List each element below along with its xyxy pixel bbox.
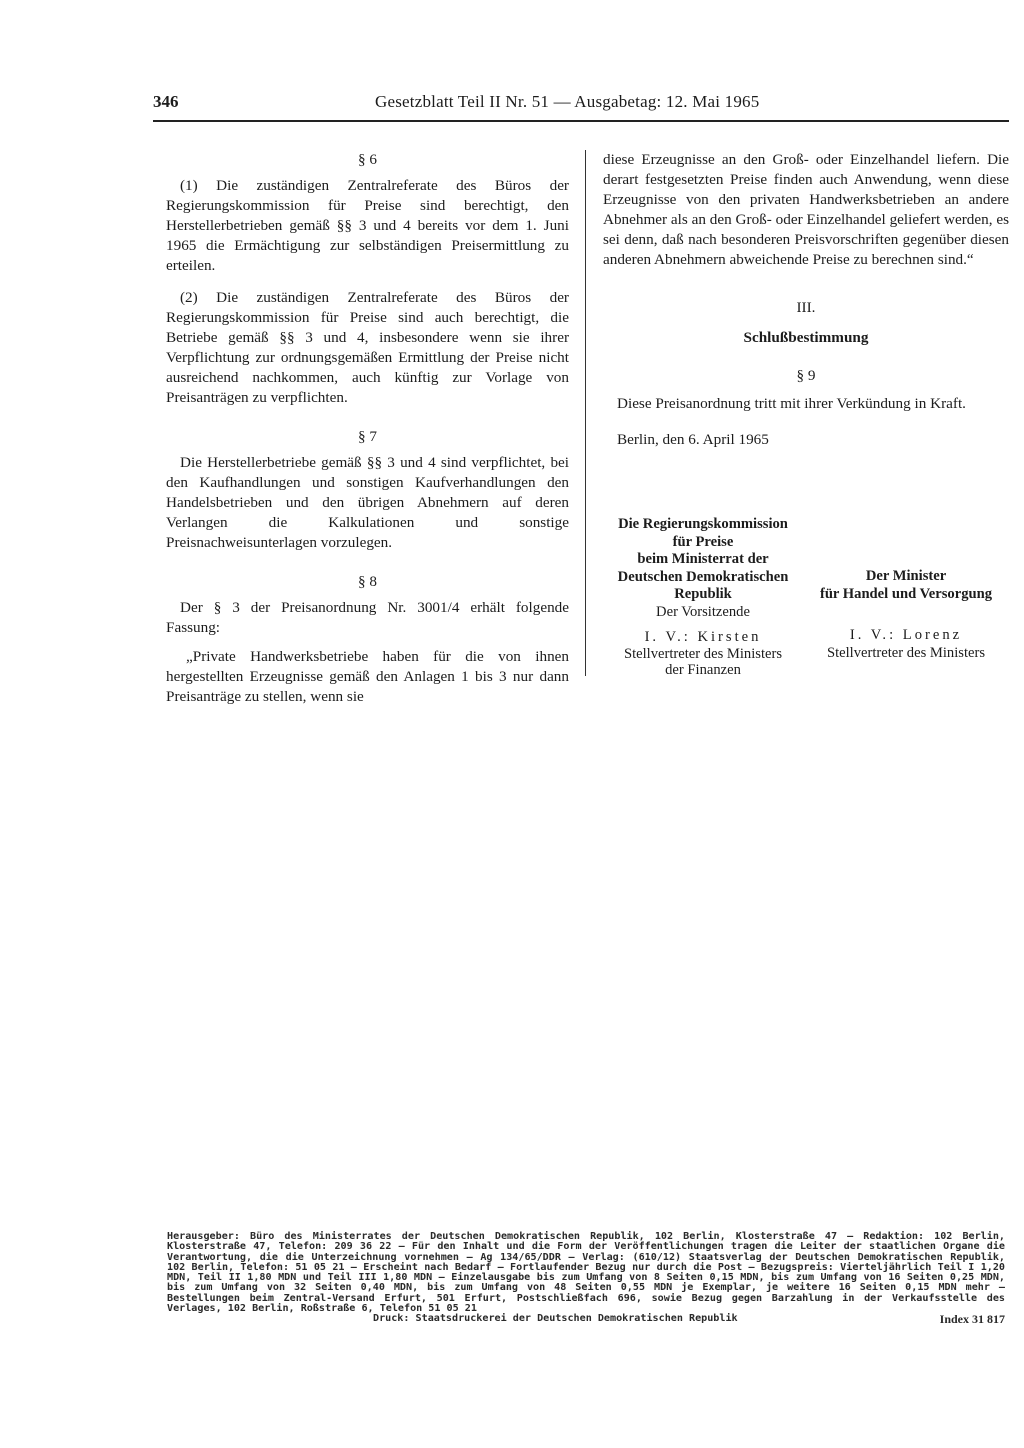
signatory-title-left-2: der Finanzen (665, 661, 741, 678)
section-9-paragraph-1: Diese Preisanordnung tritt mit ihrer Verkündung in Kraft. (617, 395, 966, 412)
index-number: Index 31 817 (939, 1312, 1005, 1327)
imprint-last-line (167, 1314, 1005, 1325)
section-6-paragraph-2: (2) Die zuständigen Zentralreferate des Büros der Regierungskommission für Preise sind auch berechtigt, die Betriebe gemäß §§ 3 und 4, insbesondere wenn sie ihrer Verpflichtung zur ordnungsgemäßen Ermittlung der Preise nicht ausreichend nachkommen, auch künftig zur Vorlage von Preisanträgen zu verpflichten. (166, 289, 569, 406)
column-divider (585, 150, 586, 676)
section-6-heading: § 6 (358, 151, 377, 168)
section-9-heading: § 9 (796, 367, 816, 384)
section-7-paragraph-1: Die Herstellerbetriebe gemäß §§ 3 und 4 sind verpflichtet, bei den Kaufhandlungen und sonstigen Kaufverhandlungen den Handelsbetrieben und den übrigen Abnehmern auf deren Verlangen die Kalkulationen und sonstige Preisnachweisunterlagen vorzulegen. (166, 454, 569, 551)
section-8-paragraph-1: Der § 3 der Preisanordnung Nr. 3001/4 erhält folgende Fassung: (166, 599, 569, 636)
left-column (166, 150, 569, 707)
authority-line-1: Die Regierungskommission (618, 516, 788, 532)
section-8-heading: § 8 (358, 573, 377, 590)
authority-line-5: Republik (674, 586, 732, 603)
section-6-paragraph-1: (1) Die zuständigen Zentralreferate des Büros der Regierungskommission für Preise sind berechtigt, den Herstellerbetrieben gemäß §§ 3 und 4 bereits vor dem 1. Juni 1965 die Ermächtigung zur selbständigen Preisermittlung zu erteilen. (166, 177, 569, 274)
signature-right (803, 516, 1009, 662)
authority-line-4: Deutschen Demokratischen (617, 568, 789, 585)
minister-line-1: Der Minister (865, 568, 947, 584)
header-title: Gesetzblatt Teil II Nr. 51 — Ausgabetag: 12. Mai 1965 (375, 92, 760, 111)
signature-left (603, 516, 803, 677)
section-7-heading: § 7 (358, 428, 377, 445)
section-8-quote: „Private Handwerksbetriebe haben für die von ihnen hergestellten Erzeugnisse gemäß den Anlagen 1 bis 3 nur dann Preisanträge zu stellen, wenn sie (166, 648, 569, 705)
signatory-name-right: I. V.: Lorenz (849, 627, 963, 644)
signatory-name-left: I. V.: Kirsten (644, 628, 762, 645)
quote-continuation: diese Erzeugnisse an den Groß- oder Einzelhandel liefern. Die derart festgesetzten Preise finden auch Anwendung, wenn diese Erzeugnisse von den privaten Handwerksbetrieben an andere Abnehmer als an den Groß- oder Einzelhandel geliefert werden, es sei denn, daß nach besonderen Preisvorschriften gegenüber diesen anderen Abnehmern abweichende Preise zu berechnen sind.“ (603, 151, 1009, 268)
page-header (153, 88, 1009, 122)
place-and-date: Berlin, den 6. April 1965 (617, 431, 769, 448)
minister-line-2: für Handel und Versorgung (819, 585, 993, 602)
signatory-title-right-1: Stellvertreter des Ministers (826, 644, 986, 661)
authority-line-3: beim Ministerrat der (637, 551, 769, 568)
imprint-text: Herausgeber: Büro des Ministerrates der Deutschen Demokratischen Republik, 102 Berlin, Klosterstraße 47 – Redaktion: 102 Berlin, Klosterstraße 47, Telefon: 209 36 22 – Für den Inhalt und die Form der Veröffentlichungen tragen die Leiter der staatlichen Organe die Verantwortung, die die Unterzeichnung vornehmen – Ag 134/65/DDR – Verlag: (610/12) Staatsverlag der Deutschen Demokratischen Republik, 102 Berlin, Telefon: 51 05 21 – Erscheint nach Bedarf – Fortlaufender Bezug nur durch die Post – Bezugspreis: Vierteljährlich Teil I 1,20 MDN, Teil II 1,80 MDN und Teil III 1,80 MDN – Einzelausgabe bis zum Umfang von 8 Seiten 0,15 MDN, bis zum Umfang von 16 Seiten 0,25 MDN, bis zum Umfang von 32 Seiten 0,40 MDN, bis zum Umfang von 48 Seiten 0,55 MDN je Exemplar, je weitere 16 Seiten 0,15 MDN mehr – Bestellungen beim Zentral-Versand Erfurt, 501 Erfurt, Postschließfach 696, sowie Bezug gegen Barzahlung in der Verkaufsstelle des Verlages, 102 Berlin, Roßstraße 6, Telefon 51 05 21 (167, 1231, 1005, 1315)
page-number: 346 (153, 92, 179, 111)
part-title: Schlußbestimmung (743, 329, 869, 346)
authority-line-2: für Preise (672, 533, 734, 550)
right-column (603, 150, 1009, 450)
signatory-role: Der Vorsitzende (656, 603, 750, 620)
printer-line: Druck: Staatsdruckerei der Deutschen Demokratischen Republik (373, 1313, 738, 1325)
signatory-title-left-1: Stellvertreter des Ministers (623, 646, 783, 663)
imprint-footer (167, 1232, 1005, 1325)
part-number: III. (796, 299, 816, 316)
